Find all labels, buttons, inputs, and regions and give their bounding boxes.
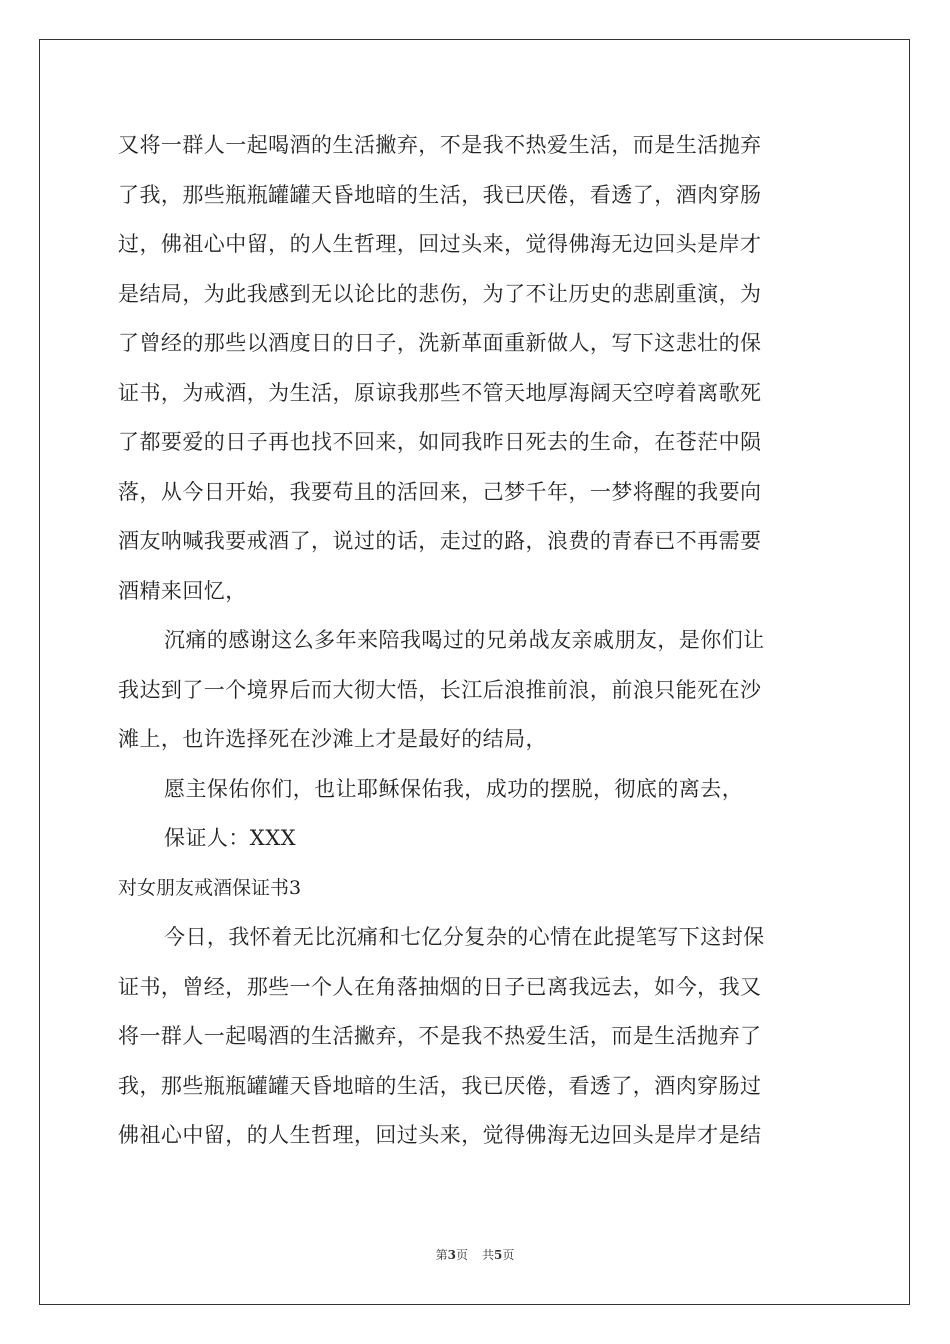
- total-suffix: 页: [502, 1248, 515, 1262]
- page-footer: [0, 1246, 950, 1263]
- paragraph-start-line: 愿主保佑你们，也让耶稣保佑我，成功的摆脱，彻底的离去，: [164, 776, 744, 801]
- document-body: [118, 121, 834, 1161]
- total-page-number: 5: [494, 1248, 503, 1262]
- page-prefix: 第: [435, 1248, 448, 1262]
- body-line: 了都要爱的日子再也找不回来，如同我昨日死去的生命，在苍茫中陨: [118, 430, 762, 454]
- page-suffix: 页: [455, 1248, 468, 1262]
- body-line: 证书，曾经，那些一个人在角落抽烟的日子已离我远去，如今，我又: [118, 974, 762, 999]
- total-prefix: 共: [482, 1248, 495, 1262]
- section-heading: 对女朋友戒酒保证书3: [118, 876, 302, 899]
- paragraph-start-line: 沉痛的感谢这么多年来陪我喝过的兄弟战友亲戚朋友，是你们让: [164, 628, 765, 652]
- body-line: 我达到了一个境界后而大彻大悟，长江后浪推前浪，前浪只能死在沙: [118, 677, 762, 702]
- body-line: 了曾经的那些以酒度日的日子，洗新革面重新做人，写下这悲壮的保: [118, 331, 762, 355]
- body-line: 落，从今日开始，我要苟且的活回来，己梦千年，一梦将醒的我要向: [118, 479, 762, 504]
- signature-line: 保证人：XXX: [164, 826, 297, 850]
- body-line: 了我，那些瓶瓶罐罐天昏地暗的生活，我已厌倦，看透了，酒肉穿肠: [118, 182, 762, 207]
- body-line: 佛祖心中留，的人生哲理，回过头来，觉得佛海无边回头是岸才是结: [118, 1123, 762, 1147]
- body-line: 是结局，为此我感到无以论比的悲伤，为了不让历史的悲剧重演，为: [118, 281, 762, 306]
- body-line: 又将一群人一起喝酒的生活撇弃，不是我不热爱生活，而是生活抛弃: [118, 133, 762, 157]
- body-line: 将一群人一起喝酒的生活撇弃，不是我不热爱生活，而是生活抛弃了: [118, 1024, 762, 1048]
- body-line: 滩上，也许选择死在沙滩上才是最好的结局，: [118, 727, 547, 751]
- body-line: 证书，为戒酒，为生活，原谅我那些不管天地厚海阔天空哼着离歌死: [118, 380, 762, 405]
- paragraph-start-line: 今日，我怀着无比沉痛和七亿分复杂的心情在此提笔写下这封保: [164, 925, 765, 949]
- body-line: 酒精来回忆，: [118, 578, 247, 603]
- current-page-number: 3: [447, 1248, 456, 1262]
- body-line: 我，那些瓶瓶罐罐天昏地暗的生活，我已厌倦，看透了，酒肉穿肠过: [118, 1073, 762, 1098]
- body-line: 过，佛祖心中留，的人生哲理，回过头来，觉得佛海无边回头是岸才: [118, 232, 762, 256]
- body-line: 酒友呐喊我要戒酒了，说过的话，走过的路，浪费的青春已不再需要: [118, 529, 762, 553]
